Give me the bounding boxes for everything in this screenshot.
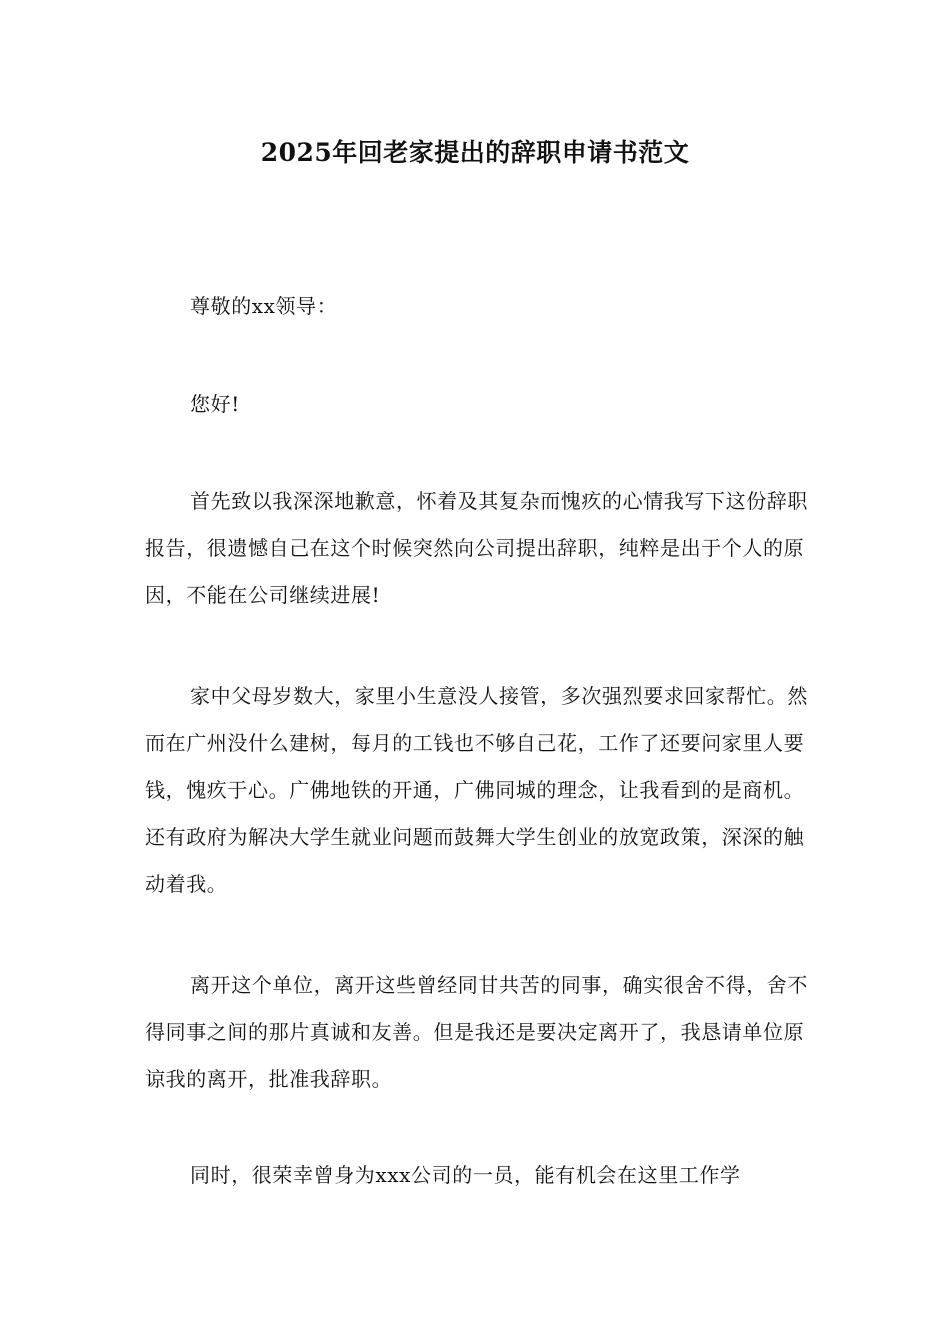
paragraph-text: 首先致以我深深地歉意，怀着及其复杂而愧疚的心情我写下这份辞职报告，很遗憾自己在这个时候突然向公司提出辞职，纯粹是出于个人的原因，不能在公司继续进展! [145,489,808,607]
paragraph-gratitude [145,1152,810,1199]
paragraph-text: 离开这个单位，离开这些曾经同甘共苦的同事，确实很舍不得，舍不得同事之间的那片真诚和友善。但是我还是要决定离开了，我恳请单位原谅我的离开，批准我辞职。 [145,973,808,1091]
document-title: 2025年回老家提出的辞职申请书范文 [260,138,690,167]
salutation [145,283,810,330]
paragraph-farewell [145,962,810,1103]
paragraph-apology [145,478,810,619]
paragraph-text: 同时，很荣幸曾身为xxx公司的一员，能有机会在这里工作学 [190,1163,741,1187]
salutation-text: 尊敬的xx领导： [190,294,338,318]
paragraph-family-reasons [145,673,810,908]
greeting [145,381,810,428]
paragraph-text: 家中父母岁数大，家里小生意没人接管，多次强烈要求回家帮忙。然而在广州没什么建树，每月的工钱也不够自己花，工作了还要问家里人要钱，愧疚于心。广佛地铁的开通，广佛同城的理念，让我看到的是商机。还有政府为解决大学生就业问题而鼓舞大学生创业的放宽政策，深深的触动着我。 [145,684,808,896]
greeting-text: 您好! [190,392,240,416]
